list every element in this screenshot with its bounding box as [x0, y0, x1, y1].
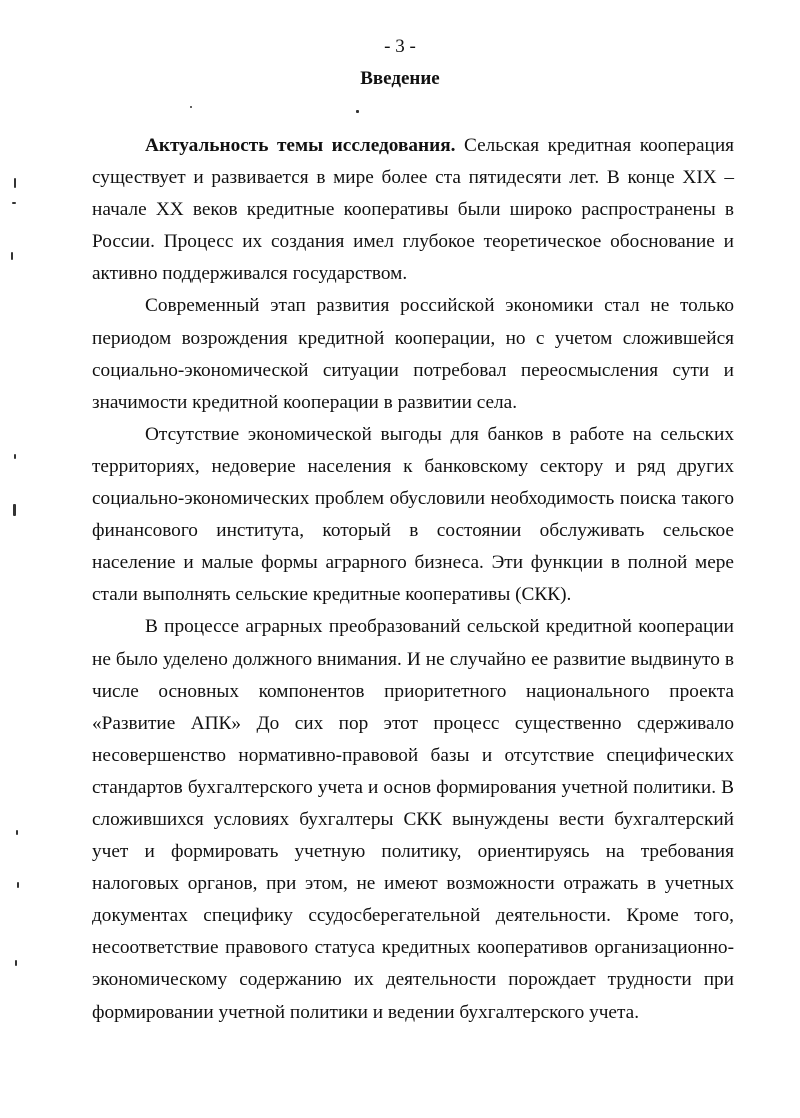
page-number: - 3 - — [384, 36, 416, 57]
section-heading: Введение — [360, 68, 440, 89]
paragraph-3 — [92, 419, 734, 612]
paragraph-text: Современный этап развития российской экономики стал не только периодом возрождения кредитной кооперации, но с учетом сложившейся социально-экономической ситуации потребовал переосмысления сути и значимости кредитной кооперации в развитии села. — [92, 295, 734, 413]
scan-speck — [12, 202, 16, 204]
scan-speck — [190, 106, 192, 108]
scan-speck — [17, 882, 19, 888]
paragraph-1 — [92, 130, 734, 290]
body-text — [92, 130, 734, 1029]
paragraph-text: В процессе аграрных преобразований сельской кредитной кооперации не было уделено должного внимания. И не случайно ее развитие выдвинуто в числе основных компонентов приоритетного национального проекта «Развитие АПК» До сих пор этот процесс существенно сдерживало несовершенство нормативно-правовой базы и отсутствие специфических стандартов бухгалтерского учета и основ формирования учетной политики. В сложившихся условиях бухгалтеры СКК вынуждены вести бухгалтерский учет и формировать учетную политику, ориентируясь на требования налоговых органов, при этом, не имеют возможности отражать в учетных документах специфику ссудосберегательной деятельности. Кроме того, несоответствие правового статуса кредитных кооперативов организационно-экономическому содержанию их деятельности порождает трудности при формировании учетной политики и ведении бухгалтерского учета. — [92, 616, 734, 1023]
scan-speck — [13, 504, 16, 516]
scan-speck — [356, 110, 359, 113]
scan-speck — [14, 178, 16, 188]
paragraph-4 — [92, 611, 734, 1028]
scan-speck — [16, 830, 18, 835]
paragraph-text: Отсутствие экономической выгоды для банков в работе на сельских территориях, недоверие населения к банковскому сектору и ряд других социально-экономических проблем обусловили необходимость поиска такого финансового института, который в состоянии обслуживать сельское население и малые формы аграрного бизнеса. Эти функции в полной мере стали выполнять сельские кредитные кооперативы (СКК). — [92, 423, 734, 606]
paragraph-text: Сельская кредитная кооперация существует и развивается в мире более ста пятидесяти лет. В конце XIX – начале XX веков кредитные кооперативы были широко распространены в России. Процесс их создания имел глубокое теоретическое обоснование и активно поддерживался государством. — [92, 135, 735, 285]
scan-speck — [11, 252, 13, 260]
scan-speck — [15, 960, 17, 966]
scan-speck — [14, 454, 16, 459]
paragraph-lead: Актуальность темы исследования. — [145, 135, 456, 156]
paragraph-2 — [92, 290, 734, 418]
